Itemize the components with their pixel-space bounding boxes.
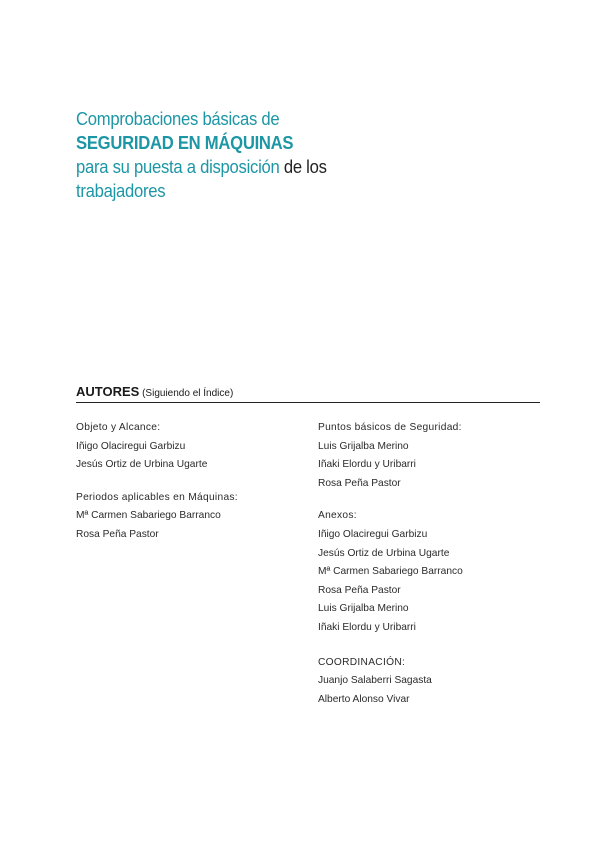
title-line-1-text: Comprobaciones básicas de — [76, 108, 280, 129]
section-spacer — [76, 475, 238, 489]
title-line-2-text: SEGURIDAD EN MÁQUINAS — [76, 132, 294, 153]
title-line-3 — [76, 155, 327, 179]
section-label-objeto: Objeto y Alcance: — [76, 422, 161, 433]
author-name: Rosa Peña Pastor — [318, 477, 401, 489]
authors-heading — [76, 384, 233, 399]
divider-rule — [76, 402, 540, 403]
author-name: Iñigo Olaciregui Garbizu — [76, 440, 186, 452]
authors-heading-text: AUTORES — [76, 384, 140, 399]
author-name: Alberto Alonso Vivar — [318, 693, 410, 705]
section-spacer — [318, 638, 463, 654]
section-label-periodos: Periodos aplicables en Máquinas: — [76, 491, 238, 503]
author-name: Luis Grijalba Merino — [318, 603, 409, 615]
author-name: Juanjo Salaberri Sagasta — [318, 675, 432, 687]
section-label-puntos: Puntos básicos de Seguridad: — [318, 422, 462, 433]
author-name: Mª Carmen Sabariego Barranco — [76, 510, 221, 522]
author-name: Rosa Peña Pastor — [318, 584, 401, 596]
document-title — [76, 107, 327, 203]
right-column — [318, 419, 463, 709]
author-name: Iñaki Elordu y Uribarri — [318, 459, 416, 471]
title-line-4-text: trabajadores — [76, 180, 166, 201]
left-column — [76, 419, 238, 545]
title-line-1 — [76, 107, 327, 131]
author-name: Rosa Peña Pastor — [76, 528, 159, 540]
author-name: Iñaki Elordu y Uribarri — [318, 621, 416, 633]
author-name: Mª Carmen Sabariego Barranco — [318, 566, 463, 578]
author-name: Iñigo Olaciregui Garbizu — [318, 528, 428, 540]
section-label-coordinacion: COORDINACIÓN: — [318, 656, 406, 668]
title-line-2 — [76, 131, 327, 155]
author-name: Luis Grijalba Merino — [318, 440, 409, 452]
title-line-3-text-b: de los — [279, 156, 327, 177]
section-label-anexos: Anexos: — [318, 510, 357, 522]
title-line-4 — [76, 179, 327, 203]
section-spacer — [318, 493, 463, 507]
title-line-3-text-a: para su puesta a disposición — [76, 156, 280, 177]
author-name: Jesús Ortiz de Urbina Ugarte — [76, 459, 208, 471]
author-name: Jesús Ortiz de Urbina Ugarte — [318, 547, 450, 559]
authors-subheading: (Siguiendo el Índice) — [139, 388, 234, 399]
